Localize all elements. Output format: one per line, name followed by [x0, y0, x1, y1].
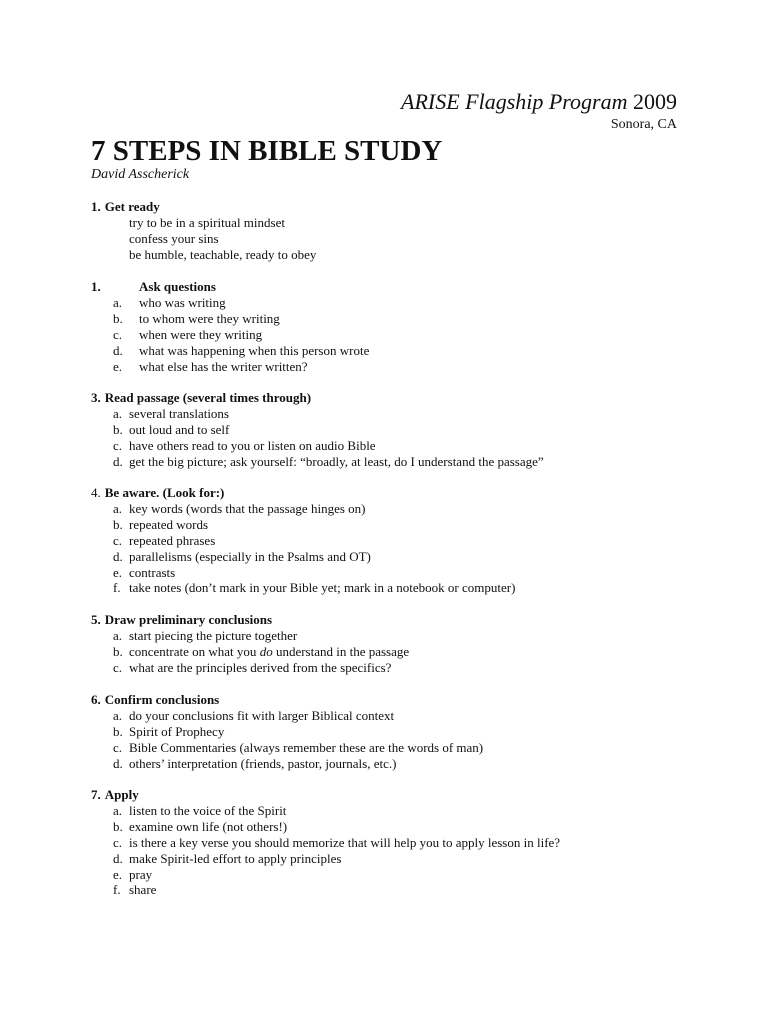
item-text: to whom were they writing — [139, 310, 280, 326]
step-ask-questions — [91, 279, 691, 374]
item-letter: a. — [113, 501, 123, 516]
item-text: what else has the writer written? — [139, 358, 308, 374]
item-text: repeated words — [129, 516, 209, 532]
step-items — [91, 406, 691, 470]
list-item — [91, 756, 691, 772]
item-text: others’ interpretation (friends, pastor, journals, etc.) — [129, 755, 397, 771]
item-letter: d. — [113, 755, 123, 771]
list-item — [91, 724, 691, 740]
step-number: 1. — [91, 279, 101, 294]
step-number: 1. — [91, 199, 101, 214]
list-item — [91, 660, 691, 676]
item-text: what are the principles derived from the specifics? — [129, 659, 392, 675]
list-item — [91, 708, 691, 724]
item-text: out loud and to self — [129, 421, 230, 437]
step-number: 6. — [91, 692, 101, 707]
item-letter: a. — [113, 708, 123, 723]
item-text: Bible Commentaries (always remember these are the words of man) — [129, 739, 484, 755]
item-letter: c. — [113, 834, 123, 850]
item-text: listen to the voice of the Spirit — [129, 803, 287, 818]
list-item — [91, 295, 691, 311]
list-item — [91, 565, 691, 581]
step-apply — [91, 787, 691, 898]
item-letter: b. — [113, 723, 123, 739]
list-item — [91, 533, 691, 549]
item-text: be humble, teachable, ready to obey — [129, 246, 317, 262]
item-letter: a. — [113, 803, 123, 818]
item-text: contrasts — [129, 564, 176, 580]
step-label: Read passage (several times through) — [104, 390, 312, 405]
item-text: make Spirit-led effort to apply principles — [129, 850, 342, 866]
list-item — [91, 819, 691, 835]
item-text-before: concentrate on what you — [129, 643, 260, 659]
item-letter: b. — [113, 643, 123, 659]
item-text: Spirit of Prophecy — [129, 723, 225, 739]
step-heading — [91, 390, 691, 406]
list-item — [91, 406, 691, 422]
list-item — [91, 231, 691, 247]
list-item — [91, 247, 691, 263]
step-get-ready — [91, 199, 691, 263]
step-label: Get ready — [104, 199, 160, 214]
item-letter: e. — [113, 564, 123, 580]
item-text: confess your sins — [129, 230, 219, 246]
step-label: Confirm conclusions — [104, 692, 220, 707]
item-text-after: understand in the passage — [272, 643, 410, 659]
item-letter: a. — [113, 628, 123, 643]
item-text: take notes (don’t mark in your Bible yet; mark in a notebook or computer) — [129, 580, 516, 596]
item-text: key words (words that the passage hinges on) — [129, 501, 366, 516]
item-letter: c. — [113, 659, 123, 675]
step-label: Apply — [104, 787, 139, 802]
step-number: 5. — [91, 612, 101, 627]
item-letter: c. — [113, 739, 123, 755]
step-number: 4. — [91, 485, 101, 500]
list-item — [91, 851, 691, 867]
item-letter: e. — [113, 358, 123, 374]
item-letter: c. — [113, 326, 123, 342]
step-number: 3. — [91, 390, 101, 405]
list-item — [91, 867, 691, 883]
step-draw-conclusions — [91, 612, 691, 676]
item-letter: d. — [113, 453, 123, 469]
list-item — [91, 549, 691, 565]
step-label: Be aware. (Look for:) — [104, 485, 225, 500]
item-text: get the big picture; ask yourself: “broadly, at least, do I understand the passage” — [129, 453, 544, 469]
author: David Asscherick — [91, 167, 190, 182]
list-item — [91, 644, 691, 660]
item-text: what was happening when this person wrote — [139, 342, 370, 358]
list-item — [91, 803, 691, 819]
item-letter: e. — [113, 866, 123, 882]
item-letter: a. — [113, 406, 123, 421]
item-letter: d. — [113, 548, 123, 564]
step-be-aware — [91, 485, 691, 596]
step-items — [91, 803, 691, 898]
program-name: ARISE Flagship Program — [401, 89, 628, 114]
item-letter: f. — [113, 580, 121, 596]
item-letter: d. — [113, 850, 123, 866]
item-text: is there a key verse you should memorize that will help you to apply lesson in life? — [129, 834, 561, 850]
item-text: do your conclusions fit with larger Biblical context — [129, 708, 395, 723]
item-text: share — [129, 882, 157, 898]
item-text: several translations — [129, 406, 229, 421]
item-text: pray — [129, 866, 153, 882]
step-heading — [91, 692, 691, 708]
item-letter: c. — [113, 532, 123, 548]
step-confirm-conclusions — [91, 692, 691, 772]
location: Sonora, CA — [610, 117, 677, 132]
step-read-passage — [91, 390, 691, 470]
step-items — [91, 628, 691, 676]
step-number: 7. — [91, 787, 101, 802]
list-item — [91, 835, 691, 851]
step-label: Ask questions — [139, 279, 216, 294]
item-letter: b. — [113, 310, 123, 326]
item-letter: a. — [113, 295, 123, 310]
step-items — [91, 708, 691, 772]
item-letter: b. — [113, 421, 123, 437]
program-title — [401, 89, 677, 115]
step-heading — [91, 199, 691, 215]
item-letter: c. — [113, 437, 123, 453]
step-heading — [91, 485, 691, 501]
list-item — [91, 501, 691, 517]
step-label: Draw preliminary conclusions — [104, 612, 273, 627]
step-heading — [91, 612, 691, 628]
list-item — [91, 215, 691, 231]
item-text: when were they writing — [139, 326, 263, 342]
item-text: parallelisms (especially in the Psalms and OT) — [129, 548, 371, 564]
item-text: repeated phrases — [129, 532, 216, 548]
list-item — [91, 422, 691, 438]
list-item — [91, 628, 691, 644]
page-title: 7 STEPS IN BIBLE STUDY — [91, 135, 443, 167]
list-item — [91, 580, 691, 596]
item-text: examine own life (not others!) — [129, 818, 288, 834]
item-letter: d. — [113, 342, 123, 358]
item-text: try to be in a spiritual mindset — [129, 215, 285, 230]
item-text: who was writing — [139, 295, 226, 310]
list-item — [91, 740, 691, 756]
step-items — [91, 295, 691, 374]
list-item — [91, 438, 691, 454]
program-year: 2009 — [633, 89, 677, 114]
item-letter: b. — [113, 516, 123, 532]
step-heading — [91, 787, 691, 803]
item-letter: b. — [113, 818, 123, 834]
list-item — [91, 343, 691, 359]
item-text — [129, 644, 409, 660]
list-item — [91, 311, 691, 327]
list-item — [91, 359, 691, 375]
list-item — [91, 517, 691, 533]
list-item — [91, 327, 691, 343]
item-text: start piecing the picture together — [129, 628, 298, 643]
step-items — [91, 215, 691, 263]
list-item — [91, 882, 691, 898]
list-item — [91, 454, 691, 470]
step-items — [91, 501, 691, 596]
item-letter: f. — [113, 882, 121, 898]
step-heading — [91, 279, 691, 295]
item-text-emphasis: do — [259, 643, 273, 659]
item-text: have others read to you or listen on audio Bible — [129, 437, 376, 453]
